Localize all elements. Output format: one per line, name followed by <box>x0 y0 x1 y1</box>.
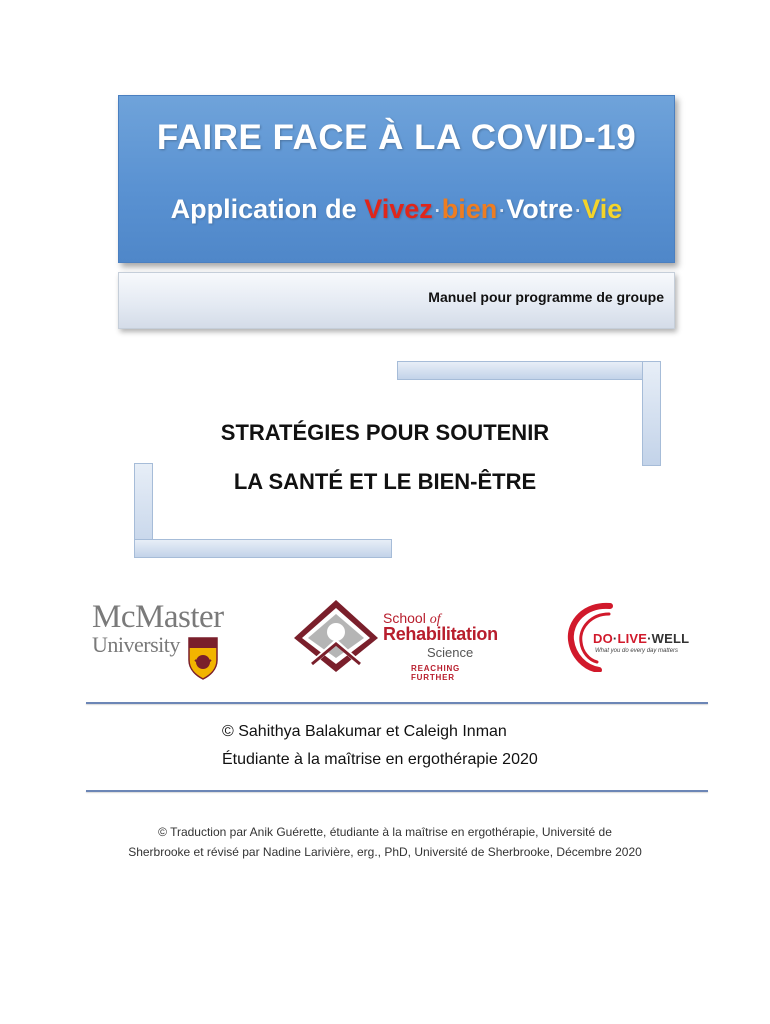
brand-separator: · <box>432 194 442 224</box>
brand-word-votre: Votre <box>506 194 574 224</box>
brand-separator: · <box>573 194 583 224</box>
mcmaster-crest-icon <box>187 636 219 680</box>
bracket-top-horizontal <box>397 361 661 380</box>
diamond-figure-icon <box>290 598 382 673</box>
mcmaster-logo <box>92 599 232 682</box>
dlw-do: DO <box>593 631 613 646</box>
brand-word-bien: bien <box>441 194 498 224</box>
srs-science: Science <box>427 645 474 660</box>
main-title-line1: STRATÉGIES POUR SOUTENIR <box>220 420 550 445</box>
dlw-well: WELL <box>651 631 690 646</box>
authors-line1: © Sahithya Balakumar et Caleigh Inman <box>222 723 507 740</box>
brand-word-vie: Vie <box>582 194 623 224</box>
authors-block <box>222 718 538 774</box>
mcmaster-name: McMaster <box>92 599 224 635</box>
subtitle-prefix: Application de <box>170 194 365 224</box>
translation-credit <box>0 822 770 862</box>
srs-tagline: REACHING FURTHER <box>411 664 461 682</box>
dlw-sep: · <box>612 631 618 646</box>
title-banner <box>118 95 675 263</box>
bracket-top-vertical <box>642 361 661 466</box>
mcmaster-university: University <box>92 632 180 657</box>
brand-separator: · <box>497 194 507 224</box>
srs-school-of: of <box>429 612 441 627</box>
bracket-bottom-horizontal <box>134 539 392 558</box>
brand-word-vivez: Vivez <box>364 194 433 224</box>
translation-line1: © Traduction par Anik Guérette, étudiante à la maîtrise en ergothérapie, Université de <box>158 825 612 839</box>
srs-school-prefix: School <box>383 610 430 626</box>
banner-subtitle <box>119 194 674 225</box>
manual-label: Manuel pour programme de groupe <box>428 289 664 305</box>
dlw-wordmark <box>593 631 689 646</box>
do-live-well-logo <box>565 600 715 675</box>
dlw-tagline: What you do every day matters <box>595 648 679 654</box>
main-title-line2: LA SANTÉ ET LE BIEN-ÊTRE <box>233 469 537 494</box>
school-rehabilitation-logo <box>290 598 505 682</box>
divider-bottom <box>86 790 708 792</box>
translation-line2: Sherbrooke et révisé par Nadine Larivière, erg., PhD, Université de Sherbrooke, Décembre 2020 <box>128 845 642 859</box>
banner-title: FAIRE FACE À LA COVID-19 <box>156 118 637 157</box>
srs-rehabilitation: Rehabilitation <box>383 624 498 644</box>
manual-subbar <box>118 272 675 329</box>
dlw-sep: · <box>647 631 652 646</box>
dlw-live: LIVE <box>617 631 648 646</box>
authors-line2: Étudiante à la maîtrise en ergothérapie 2020 <box>222 751 538 768</box>
divider-top <box>86 702 708 704</box>
